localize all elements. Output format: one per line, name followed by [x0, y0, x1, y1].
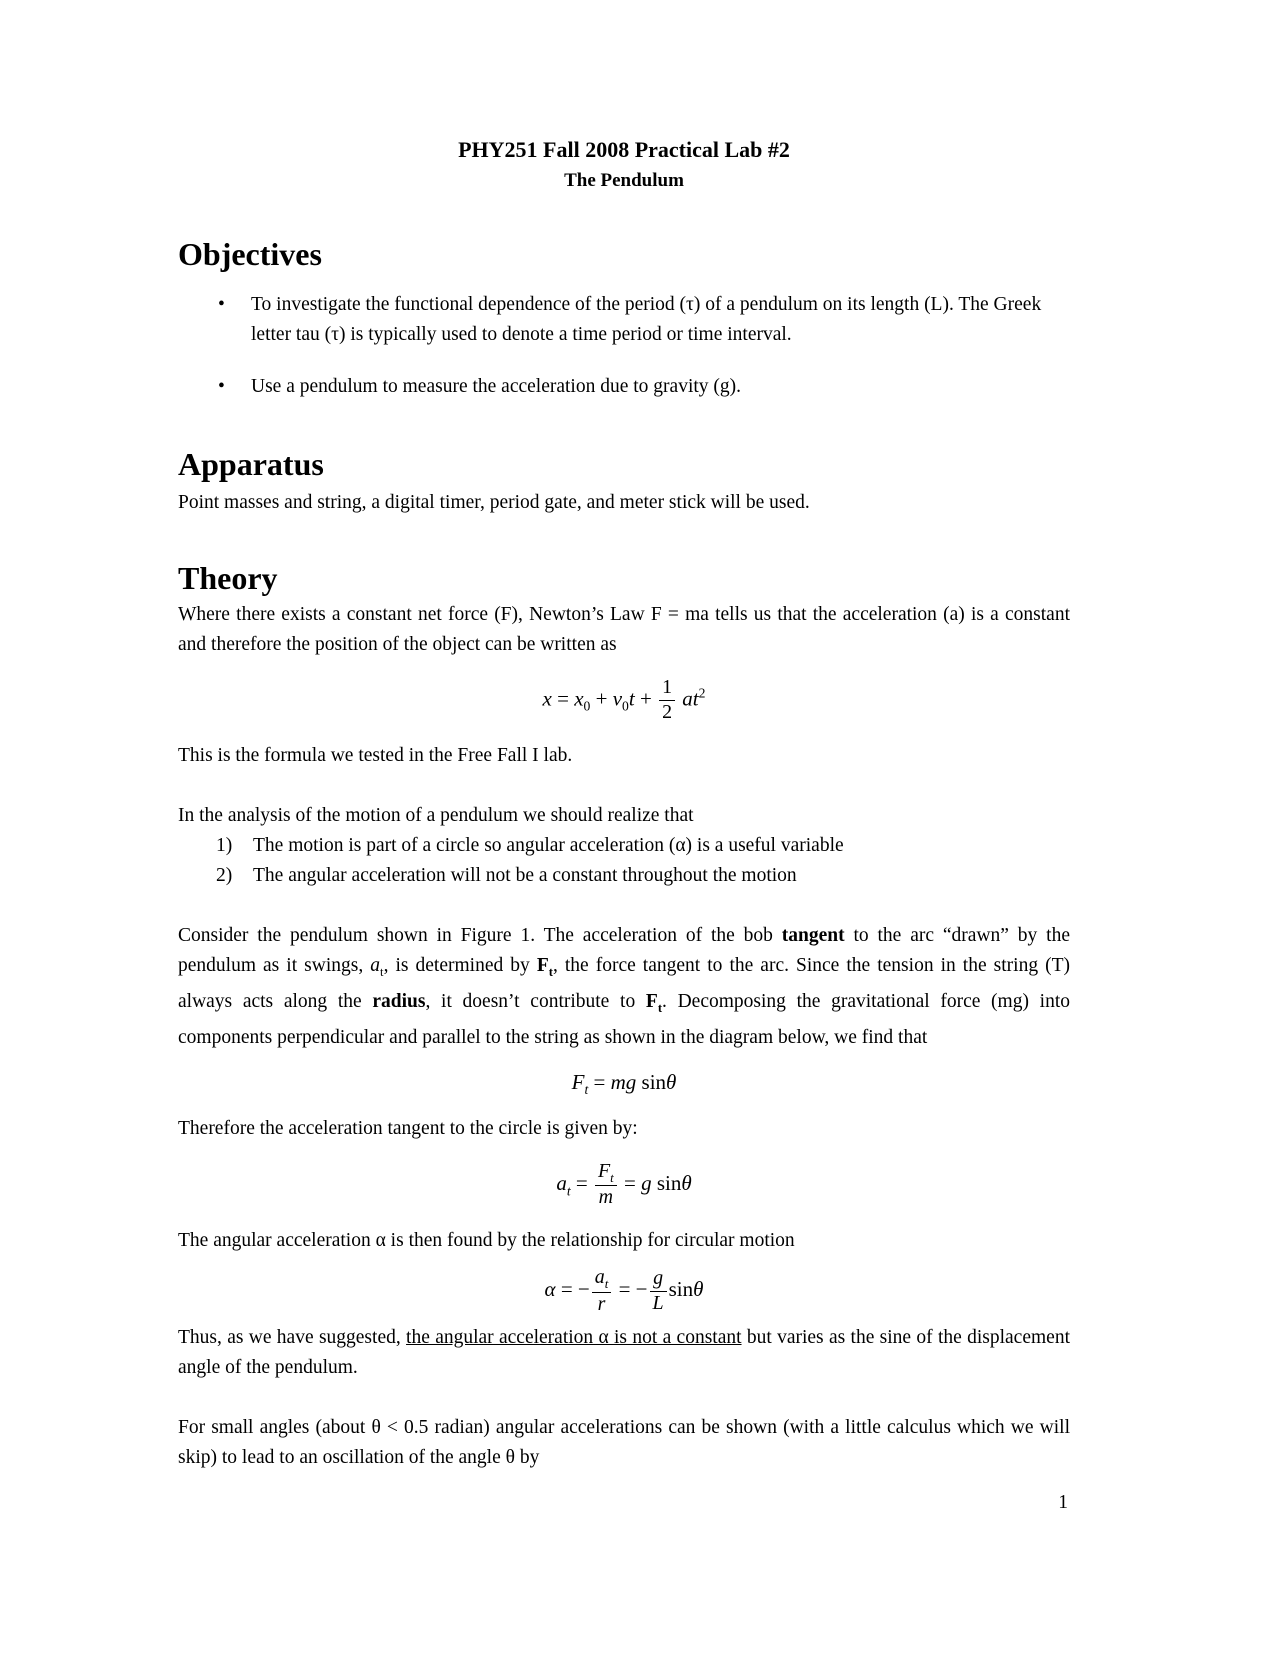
math-token: = − — [560, 1277, 590, 1302]
math-subscript: 0 — [583, 698, 591, 714]
list-item — [216, 861, 1070, 891]
math-token: α — [544, 1277, 556, 1302]
objective-item — [218, 290, 1070, 350]
var-a: a — [370, 954, 381, 976]
math-token: sin — [668, 1277, 694, 1302]
math-token: θ — [693, 1277, 704, 1302]
bold-Ft: $F_t$ — [645, 990, 663, 1015]
theory-paragraph-consider — [178, 921, 1070, 1053]
apparatus-heading: Apparatus — [178, 446, 324, 482]
math-token: g — [641, 1170, 652, 1195]
apparatus-body: Point masses and string, a digital timer, period gate, and meter stick will be used. — [178, 492, 810, 513]
bullet-icon: • — [218, 376, 225, 397]
analysis-list — [216, 831, 1070, 891]
text-segment: to the arc “drawn” by the pendulum as it swings, — [178, 924, 1070, 976]
math-token: v — [612, 686, 623, 711]
doc-subtitle: The Pendulum — [564, 170, 684, 191]
doc-title: PHY251 Fall 2008 Practical Lab #2 — [458, 137, 790, 162]
math-fraction: $\frac{F_t}{m}$ — [595, 1160, 617, 1210]
text-segment: , it doesn’t contribute to — [425, 990, 646, 1012]
math-token: sin — [656, 1170, 682, 1195]
text-segment: , the force tangent to the arc. Since the tension in the string (T) always acts along the — [178, 954, 1071, 1012]
free-fall-note: This is the formula we tested in the Free Fall I lab. — [178, 744, 573, 766]
math-token: + — [595, 686, 608, 711]
math-token: = — [575, 1170, 588, 1195]
objective-item — [218, 372, 1070, 402]
angular-acceleration-line: The angular acceleration α is then found by the relationship for circular motion — [178, 1230, 795, 1252]
theory-heading: Theory — [178, 560, 278, 596]
math-token: = − — [618, 1277, 648, 1302]
formula-tangential-force — [178, 1069, 1070, 1098]
math-token: a — [556, 1170, 567, 1195]
text-segment: Consider the pendulum shown in Figure 1. The acceleration of the bob — [178, 924, 782, 946]
bold-tangent: tangent — [781, 924, 845, 946]
bullet-icon: • — [218, 294, 225, 315]
math-token: θ — [666, 1069, 677, 1094]
math-token: F — [571, 1069, 585, 1094]
math-subscript: t — [584, 1081, 589, 1097]
bold-Ft: $F_t$ — [536, 954, 553, 979]
formula-tangential-acceleration — [178, 1160, 1070, 1210]
math-token: x — [542, 686, 552, 711]
theory-intro-paragraph: Where there exists a constant net force (F), Newton’s Law F = ma tells us that the acceleration (a) is a constant and therefore the position of the object can be written as — [178, 604, 1070, 655]
therefore-line: Therefore the acceleration tangent to the circle is given by: — [178, 1117, 638, 1139]
math-token: sin — [641, 1069, 667, 1094]
list-number: 1) — [216, 834, 233, 856]
objective-text: To investigate the functional dependence of the period (τ) of a pendulum on its length (L). The Greek letter tau (τ) is typically used to denote a time period or time interval. — [251, 294, 1042, 345]
math-token: = — [593, 1069, 606, 1094]
math-token: = — [557, 686, 569, 711]
formula-angular-acceleration — [178, 1266, 1070, 1316]
bold-radius: radius — [372, 990, 426, 1012]
text-segment: Thus, as we have suggested, — [178, 1326, 407, 1348]
underlined-statement: the angular acceleration α is not a constant — [406, 1326, 742, 1348]
thus-paragraph — [178, 1323, 1070, 1383]
math-token: t — [628, 686, 635, 711]
list-text: The angular acceleration will not be a constant throughout the motion — [253, 864, 797, 886]
math-token: x — [574, 686, 584, 711]
objectives-heading: Objectives — [178, 236, 322, 272]
objective-text: Use a pendulum to measure the acceleration due to gravity (g). — [251, 376, 742, 397]
math-subscript: t — [566, 1183, 571, 1199]
math-token: = — [624, 1170, 636, 1195]
text-segment: . Decomposing the gravitational force (mg) into components perpendicular and parallel to the string as shown in the diagram below, we find that — [178, 990, 1070, 1048]
page-number: 1 — [1058, 1492, 1068, 1513]
math-fraction: $\frac{1}{2}$ — [659, 676, 675, 725]
formula-position — [178, 676, 1070, 725]
list-text: The motion is part of a circle so angular acceleration (α) is a useful variable — [253, 834, 844, 856]
list-item — [216, 831, 1070, 861]
math-token: mg — [610, 1069, 637, 1094]
objectives-list — [178, 290, 1070, 402]
analysis-intro: In the analysis of the motion of a pendulum we should realize that — [178, 804, 694, 826]
math-token: at — [682, 686, 699, 711]
math-superscript: 2 — [698, 685, 706, 701]
math-fraction: $\frac{a_t}{r}$ — [592, 1266, 612, 1316]
text-segment: , is determined by — [383, 954, 537, 976]
math-fraction: $\frac{g}{L}$ — [650, 1267, 667, 1316]
math-token: θ — [681, 1170, 692, 1195]
math-subscript: 0 — [622, 698, 629, 714]
list-number: 2) — [216, 864, 233, 886]
text-segment: but varies as the sine of the displacement angle of the pendulum. — [178, 1326, 1070, 1378]
math-subscript: t — [380, 964, 384, 979]
small-angles-paragraph: For small angles (about θ < 0.5 radian) angular accelerations can be shown (with a little calculus which we will skip) to lead to an oscillation of the angle θ by — [178, 1416, 1070, 1468]
math-token: + — [639, 686, 652, 711]
